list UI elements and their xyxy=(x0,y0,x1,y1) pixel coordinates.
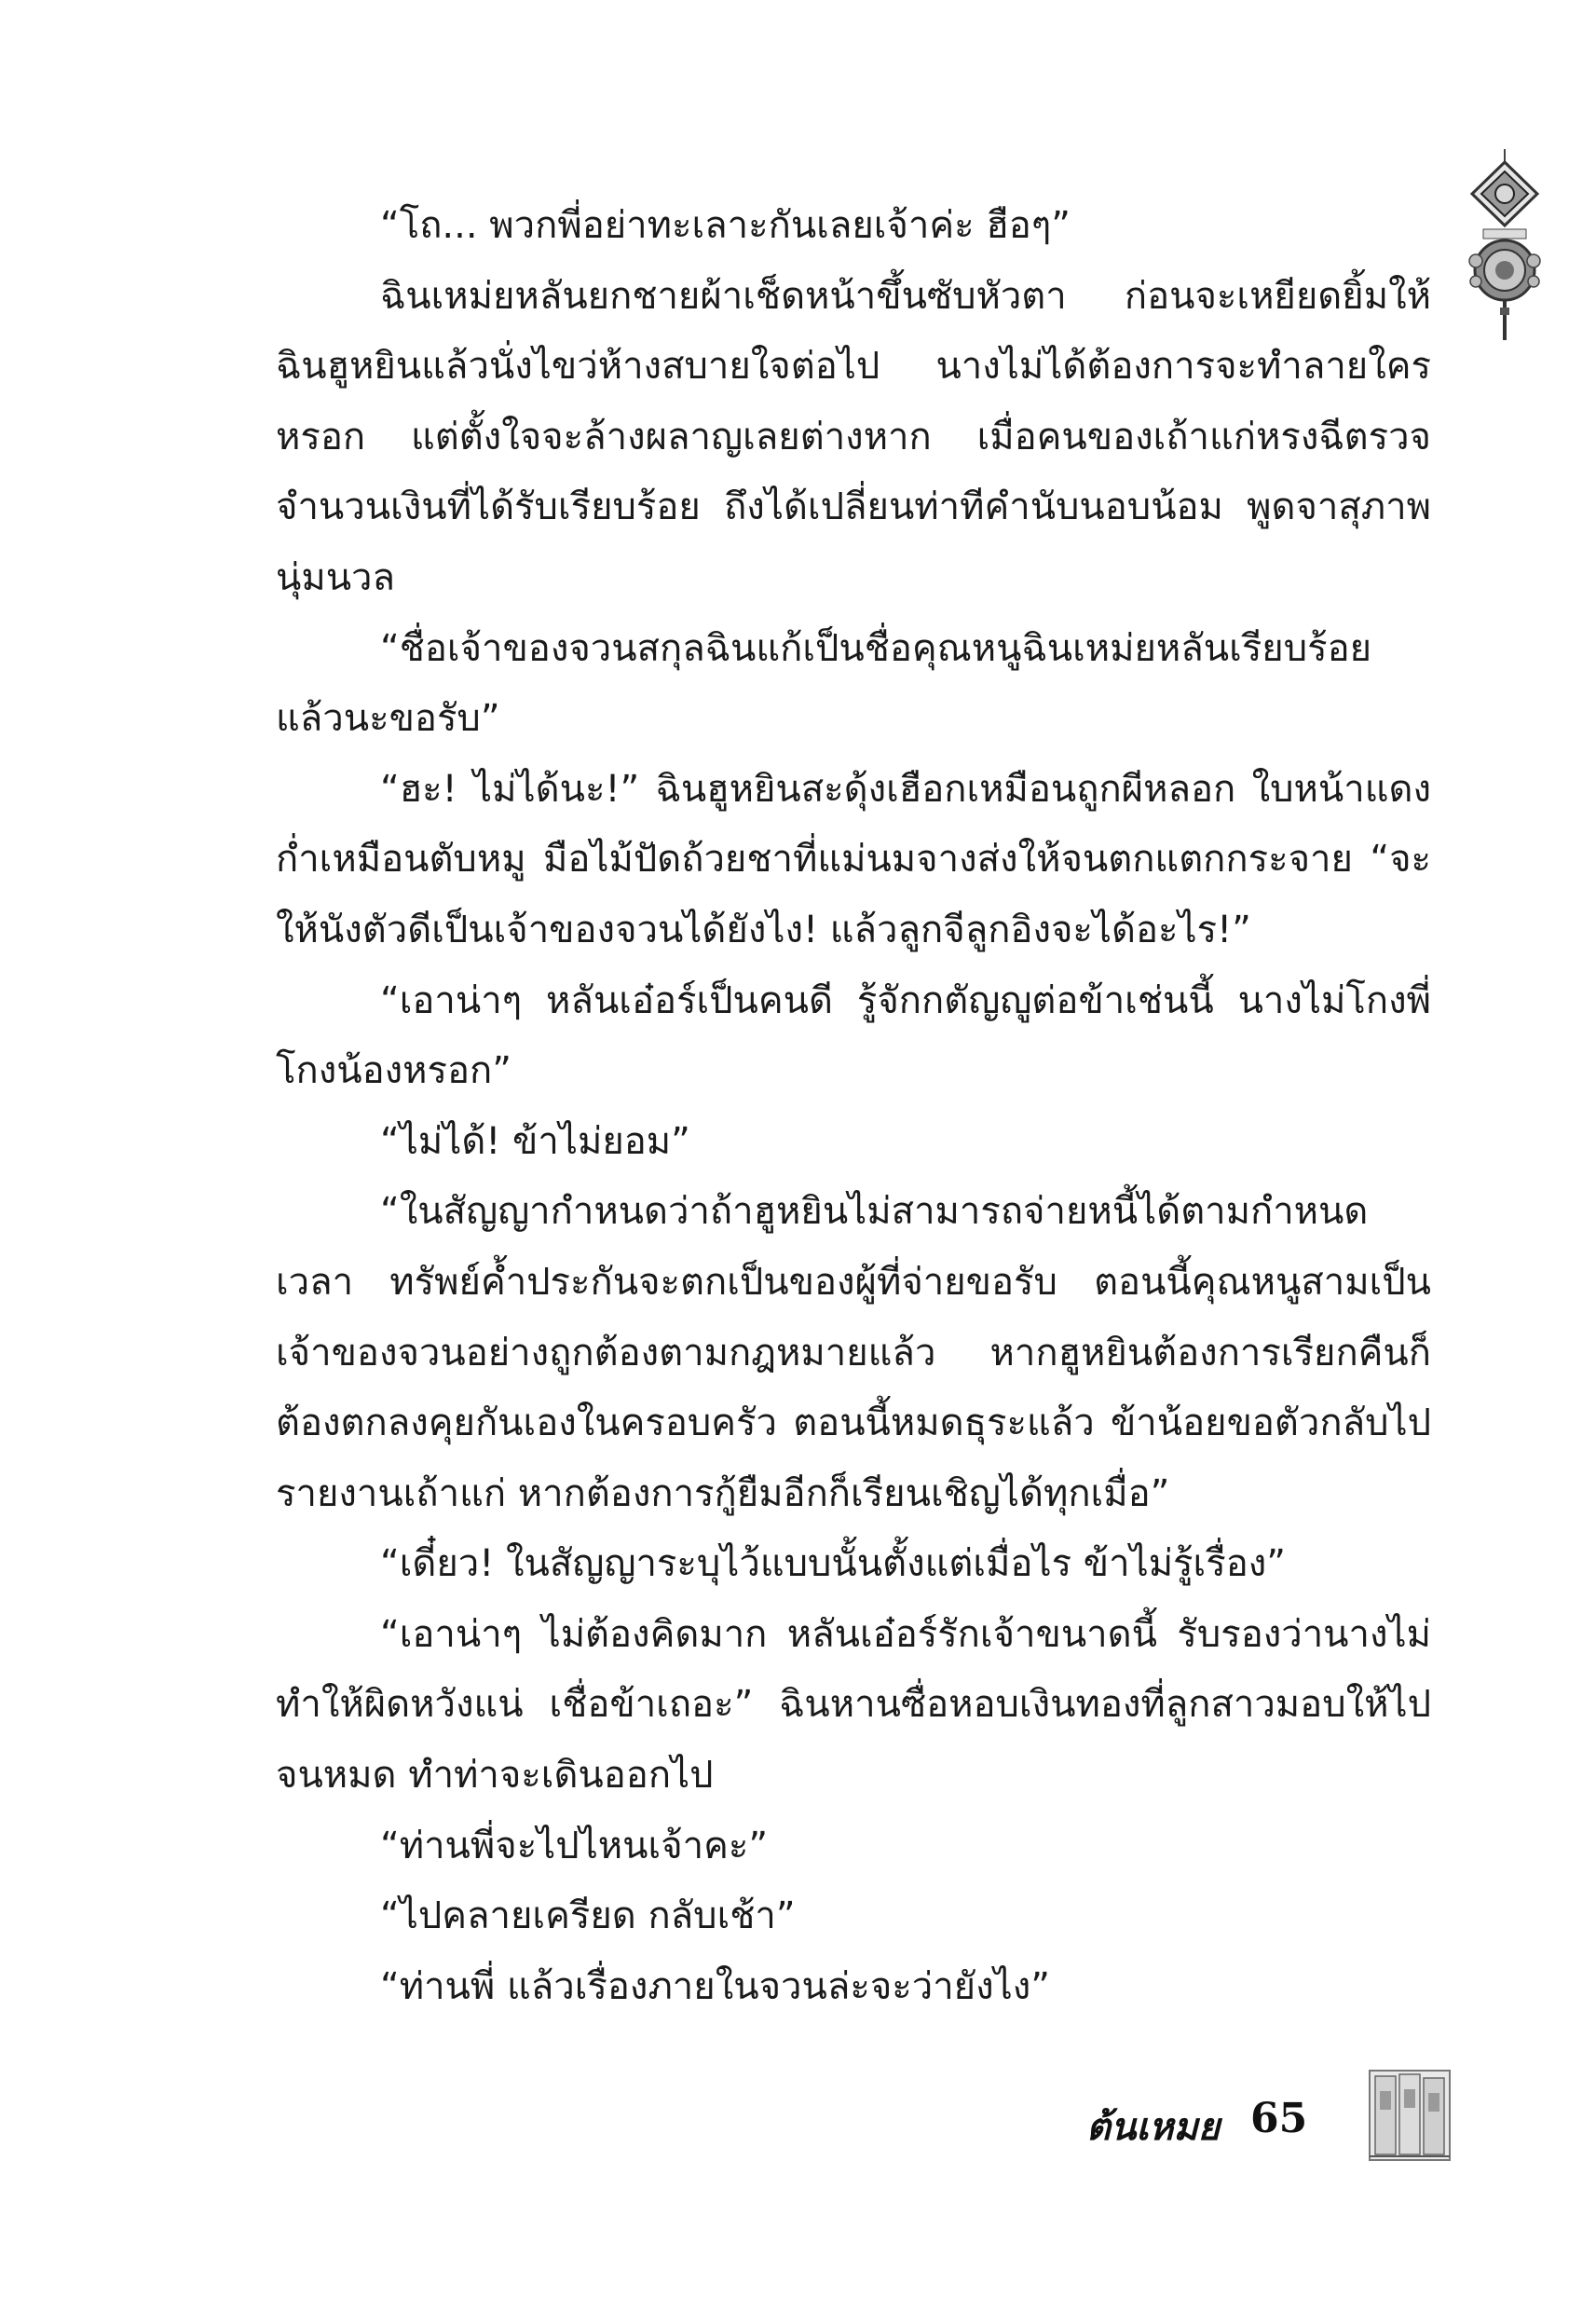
chinese-knot-ornament-icon xyxy=(1463,149,1547,345)
paragraph: “เดี๋ยว! ในสัญญาระบุไว้แบบนั้นตั้งแต่เมื่อไร ข้าไม่รู้เรื่อง” xyxy=(380,1542,1286,1586)
footer-book-title: ต้นเหมย xyxy=(1086,2105,1221,2149)
paragraph: “ฮะ! ไม่ได้นะ!” ฉินฮูหยินสะดุ้งเฮือกเหมือนถูกผีหลอก ใบหน้าแดงก่ำเหมือนตับหมู มือไม้ปัดถ้วยชาที่แม่นมจางส่งให้จนตกแตกกระจาย “จะให้นังตัวดีเป็นเจ้าของจวนได้ยังไง! แล้วลูกจีลูกอิงจะได้อะไร!” xyxy=(276,767,1431,951)
paragraph: “ท่านพี่จะไปไหนเจ้าคะ” xyxy=(380,1824,769,1867)
paragraph: “โถ... พวกพี่อย่าทะเลาะกันเลยเจ้าค่ะ ฮือๆ” xyxy=(380,204,1071,247)
paragraph: “เอาน่าๆ ไม่ต้องคิดมาก หลันเอ๋อร์รักเจ้าขนาดนี้ รับรองว่านางไม่ทำให้ผิดหวังแน่ เชื่อข้าเถอะ” ฉินหานซื่อหอบเงินทองที่ลูกสาวมอบให้ไปจนหมด ทำท่าจะเดินออกไป xyxy=(276,1612,1431,1798)
paragraph: ฉินเหม่ยหลันยกชายผ้าเช็ดหน้าขึ้นซับหัวตา ก่อนจะเหยียดยิ้มให้ฉินฮูหยินแล้วนั่งไขว่ห้างสบายใจต่อไป นางไม่ได้ต้องการจะทำลายใครหรอก แต่ตั้งใจจะล้างผลาญเลยต่างหาก เมื่อคนของเถ้าแก่หรงฉีตรวจจำนวนเงินที่ได้รับเรียบร้อย ถึงได้เปลี่ยนท่าทีคำนับนอบน้อม พูดจาสุภาพนุ่มนวล xyxy=(276,274,1431,599)
paragraph: “ท่านพี่ แล้วเรื่องภายในจวนล่ะจะว่ายังไง” xyxy=(380,1964,1051,2008)
page-number: 65 xyxy=(1250,2095,1308,2142)
stacked-books-icon xyxy=(1368,2063,1452,2162)
paragraph: “ไม่ได้! ข้าไม่ยอม” xyxy=(380,1119,690,1163)
paragraph: “ชื่อเจ้าของจวนสกุลฉินแก้เป็นชื่อคุณหนูฉินเหม่ยหลันเรียบร้อยแล้วนะขอรับ” xyxy=(276,626,1372,741)
paragraph: “ไปคลายเครียด กลับเช้า” xyxy=(380,1894,796,1938)
paragraph: “ในสัญญากำหนดว่าถ้าฮูหยินไม่สามารถจ่ายหนี้ได้ตามกำหนดเวลา ทรัพย์ค้ำประกันจะตกเป็นของผู้ที่จ่ายขอรับ ตอนนี้คุณหนูสามเป็นเจ้าของจวนอย่างถูกต้องตามกฎหมายแล้ว หากฮูหยินต้องการเรียกคืนก็ต้องตกลงคุยกันเองในครอบครัว ตอนนี้หมดธุระแล้ว ข้าน้อยขอตัวกลับไปรายงานเถ้าแก่ หากต้องการกู้ยืมอีกก็เรียนเชิญได้ทุกเมื่อ” xyxy=(276,1190,1431,1515)
body-text xyxy=(276,191,1431,2022)
paragraph: “เอาน่าๆ หลันเอ๋อร์เป็นคนดี รู้จักกตัญญูต่อข้าเช่นนี้ นางไม่โกงพี่โกงน้องหรอก” xyxy=(276,978,1431,1093)
